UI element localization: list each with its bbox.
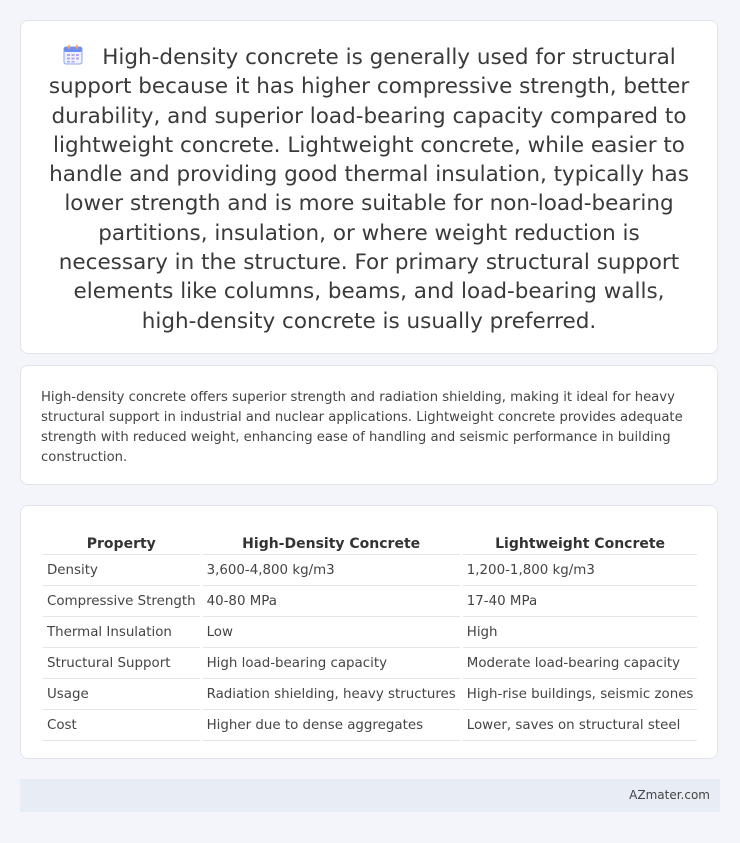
table-row <box>43 648 697 679</box>
table-cell: Compressive Strength <box>43 586 200 617</box>
table-cell: Structural Support <box>43 648 200 679</box>
footer-site-link[interactable]: AZmater.com <box>629 788 710 802</box>
table-row <box>43 679 697 710</box>
table-row <box>43 617 697 648</box>
table-cell: Lower, saves on structural steel <box>463 710 698 741</box>
table-cell: 1,200-1,800 kg/m3 <box>463 555 698 586</box>
table-cell: Radiation shielding, heavy structures <box>203 679 460 710</box>
answer-paragraph <box>47 43 691 336</box>
column-header-property: Property <box>43 526 200 555</box>
table-cell: 40-80 MPa <box>203 586 460 617</box>
table-cell: High load-bearing capacity <box>203 648 460 679</box>
table-cell: Thermal Insulation <box>43 617 200 648</box>
table-cell: Moderate load-bearing capacity <box>463 648 698 679</box>
comparison-table <box>40 526 700 741</box>
table-cell: High <box>463 617 698 648</box>
table-cell: 17-40 MPa <box>463 586 698 617</box>
table-cell: Density <box>43 555 200 586</box>
table-cell: Low <box>203 617 460 648</box>
answer-card <box>20 20 718 354</box>
table-header-row <box>43 526 697 555</box>
table-cell: Usage <box>43 679 200 710</box>
table-cell: 3,600-4,800 kg/m3 <box>203 555 460 586</box>
calendar-icon <box>62 44 84 66</box>
summary-card <box>20 365 718 485</box>
table-cell: Higher due to dense aggregates <box>203 710 460 741</box>
table-row <box>43 586 697 617</box>
answer-text: High-density concrete is generally used for structural support because it has higher compressive strength, better durability, and superior load-bearing capacity compared to lightweight concrete. Lightweight concrete, while easier to handle and providing good thermal insulation, typically has lower strength and is more suitable for non-load-bearing partitions, insulation, or where weight reduction is necessary in the structure. For primary structural support elements like columns, beams, and load-bearing walls, high-density concrete is usually preferred. <box>48 45 690 334</box>
table-cell: Cost <box>43 710 200 741</box>
footer <box>20 779 720 812</box>
table-row <box>43 710 697 741</box>
column-header-high-density: High-Density Concrete <box>203 526 460 555</box>
summary-text: High-density concrete offers superior strength and radiation shielding, making it ideal for heavy structural support in industrial and nuclear applications. Lightweight concrete provides adequate strength with reduced weight, enhancing ease of handling and seismic performance in building construction. <box>41 390 683 465</box>
column-header-lightweight: Lightweight Concrete <box>463 526 698 555</box>
table-cell: High-rise buildings, seismic zones <box>463 679 698 710</box>
comparison-table-card <box>20 505 718 759</box>
table-row <box>43 555 697 586</box>
